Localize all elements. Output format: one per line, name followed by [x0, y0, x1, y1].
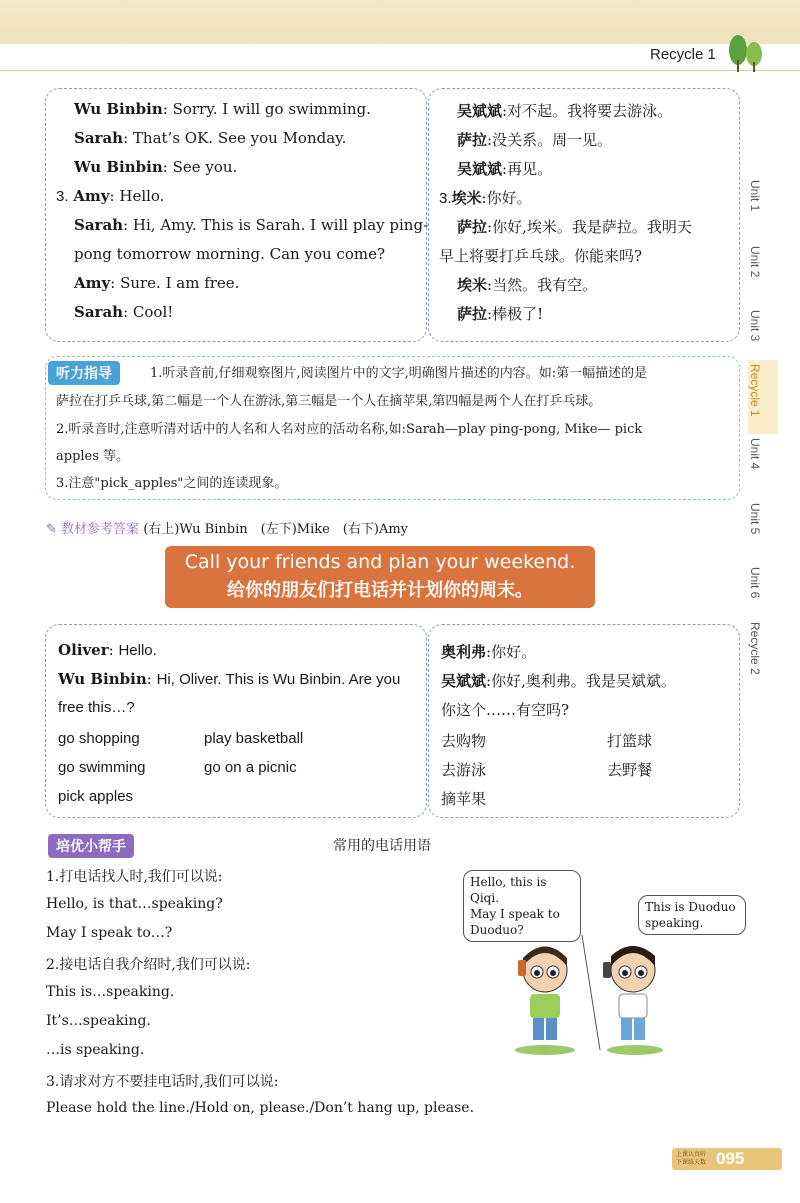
answer-line [46, 518, 408, 537]
helper-line: Hello, is that…speaking? [46, 896, 223, 912]
option-item: go on a picnic [204, 759, 297, 776]
dialog-line: Wu Binbin: Hi, Oliver. This is Wu Binbin. Are you [58, 670, 401, 688]
banner-en: Call your friends and plan your weekend. [184, 551, 576, 573]
dialog-line: 埃米:当然。我有空。 [457, 276, 598, 294]
dialog-line: pong tomorrow morning. Can you come? [74, 245, 385, 263]
dialog-line: 吴斌斌:再见。 [457, 160, 553, 178]
option-item: pick apples [58, 788, 134, 805]
tip-line: 3.注意"pick_apples"之间的连读现象。 [56, 476, 288, 491]
dialog-line: Sarah: Cool! [74, 303, 174, 321]
side-tab-unit2[interactable]: Unit 2 [748, 246, 762, 278]
option-item: go swimming [58, 759, 146, 776]
header-rule [0, 70, 800, 71]
banner-zh: 给你的朋友们打电话并计划你的周末。 [227, 580, 533, 601]
dialog-line: 萨拉:棒极了! [457, 305, 544, 323]
tip-line: 2.听录音时,注意听清对话中的人名和人名对应的活动名称,如:Sarah—play ping-pong, Mike— pick [56, 422, 643, 437]
dialog-line: Wu Binbin: See you. [74, 158, 238, 176]
side-tab-unit5[interactable]: Unit 5 [748, 503, 762, 535]
listening-tips-tag: 听力指导 [48, 361, 120, 385]
helper-line: May I speak to…? [46, 925, 173, 941]
tip-line: 萨拉在打乒乓球,第二幅是一个人在游泳,第三幅是一个人在摘苹果,第四幅是两个人在打乒乓球。 [56, 394, 602, 409]
option-item: 去购物 [441, 732, 487, 750]
helper-title: 常用的电话用语 [333, 838, 431, 854]
side-tab-recycle2[interactable]: Recycle 2 [748, 622, 762, 675]
dialog-line: 早上将要打乒乓球。你能来吗? [439, 247, 643, 265]
option-item: 摘苹果 [441, 790, 487, 808]
option-item: go shopping [58, 730, 140, 747]
dialog-line: Oliver: Hello. [58, 641, 157, 659]
side-tab-unit3[interactable]: Unit 3 [748, 310, 762, 342]
tip-line: 1.听录音前,仔细观察图片,阅读图片中的文字,明确图片描述的内容。如:第一幅描述的是 [150, 366, 648, 381]
kids-on-phone-illustration [500, 930, 680, 1055]
helper-line: 1.打电话找人时,我们可以说: [46, 869, 223, 885]
side-tab-unit4[interactable]: Unit 4 [748, 438, 762, 470]
page-header-title: Recycle 1 [650, 46, 716, 63]
helper-line: …is speaking. [46, 1042, 145, 1058]
dialog-line: 萨拉:没关系。周一见。 [457, 131, 613, 149]
dialog-line: 萨拉:你好,埃米。我是萨拉。我明天 [457, 218, 692, 236]
footer-small-text: 上课认真听 下课练天数 [676, 1151, 707, 1166]
answer-label: 教材参考答案 [61, 522, 140, 537]
dialog-line: 奥利弗:你好。 [441, 643, 537, 661]
speech-bubble-right: This is Duoduo speaking. [638, 895, 746, 935]
option-item: 去野餐 [607, 761, 653, 779]
helper-line: 2.接电话自我介绍时,我们可以说: [46, 957, 251, 973]
helper-line: This is…speaking. [46, 984, 175, 1000]
dialog-line: 你这个……有空吗? [441, 701, 570, 719]
side-tab-unit6[interactable]: Unit 6 [748, 567, 762, 599]
speech-bubble-left: Hello, this is Qiqi. May I speak to Duoduo? [463, 870, 581, 942]
page-number: 095 [716, 1149, 745, 1168]
dialog-line: 3.埃米:你好。 [439, 189, 532, 207]
dialog-line: Sarah: Hi, Amy. This is Sarah. I will play ping- [74, 216, 429, 234]
dialog-line: free this…? [58, 699, 135, 716]
side-tab-unit1[interactable]: Unit 1 [748, 180, 762, 212]
side-tab-recycle1[interactable]: Recycle 1 [748, 364, 762, 417]
helper-tag: 培优小帮手 [48, 834, 134, 858]
pencil-icon: ✎ [46, 522, 57, 537]
answer-text: (右上)Wu Binbin (左下)Mike (右下)Amy [143, 522, 409, 537]
dialog-line: Wu Binbin: Sorry. I will go swimming. [74, 100, 371, 118]
tip-line: apples 等。 [56, 449, 130, 464]
top-band [0, 0, 800, 44]
tree-icon [728, 32, 764, 72]
helper-line: Please hold the line./Hold on, please./Don’t hang up, please. [46, 1100, 475, 1116]
option-item: play basketball [204, 730, 304, 747]
option-item: 打篮球 [607, 732, 653, 750]
option-item: 去游泳 [441, 761, 487, 779]
dialog-line: 吴斌斌:你好,奥利弗。我是吴斌斌。 [441, 672, 676, 690]
dialog-line: Sarah: That’s OK. See you Monday. [74, 129, 347, 147]
dialog-line: Amy: Sure. I am free. [74, 274, 240, 292]
task-banner [165, 546, 595, 608]
helper-line: It’s…speaking. [46, 1013, 151, 1029]
helper-line: 3.请求对方不要挂电话时,我们可以说: [46, 1074, 279, 1090]
dialog-line: 吴斌斌:对不起。我将要去游泳。 [457, 102, 673, 120]
dialog-line: 3. Amy: Hello. [56, 187, 165, 205]
